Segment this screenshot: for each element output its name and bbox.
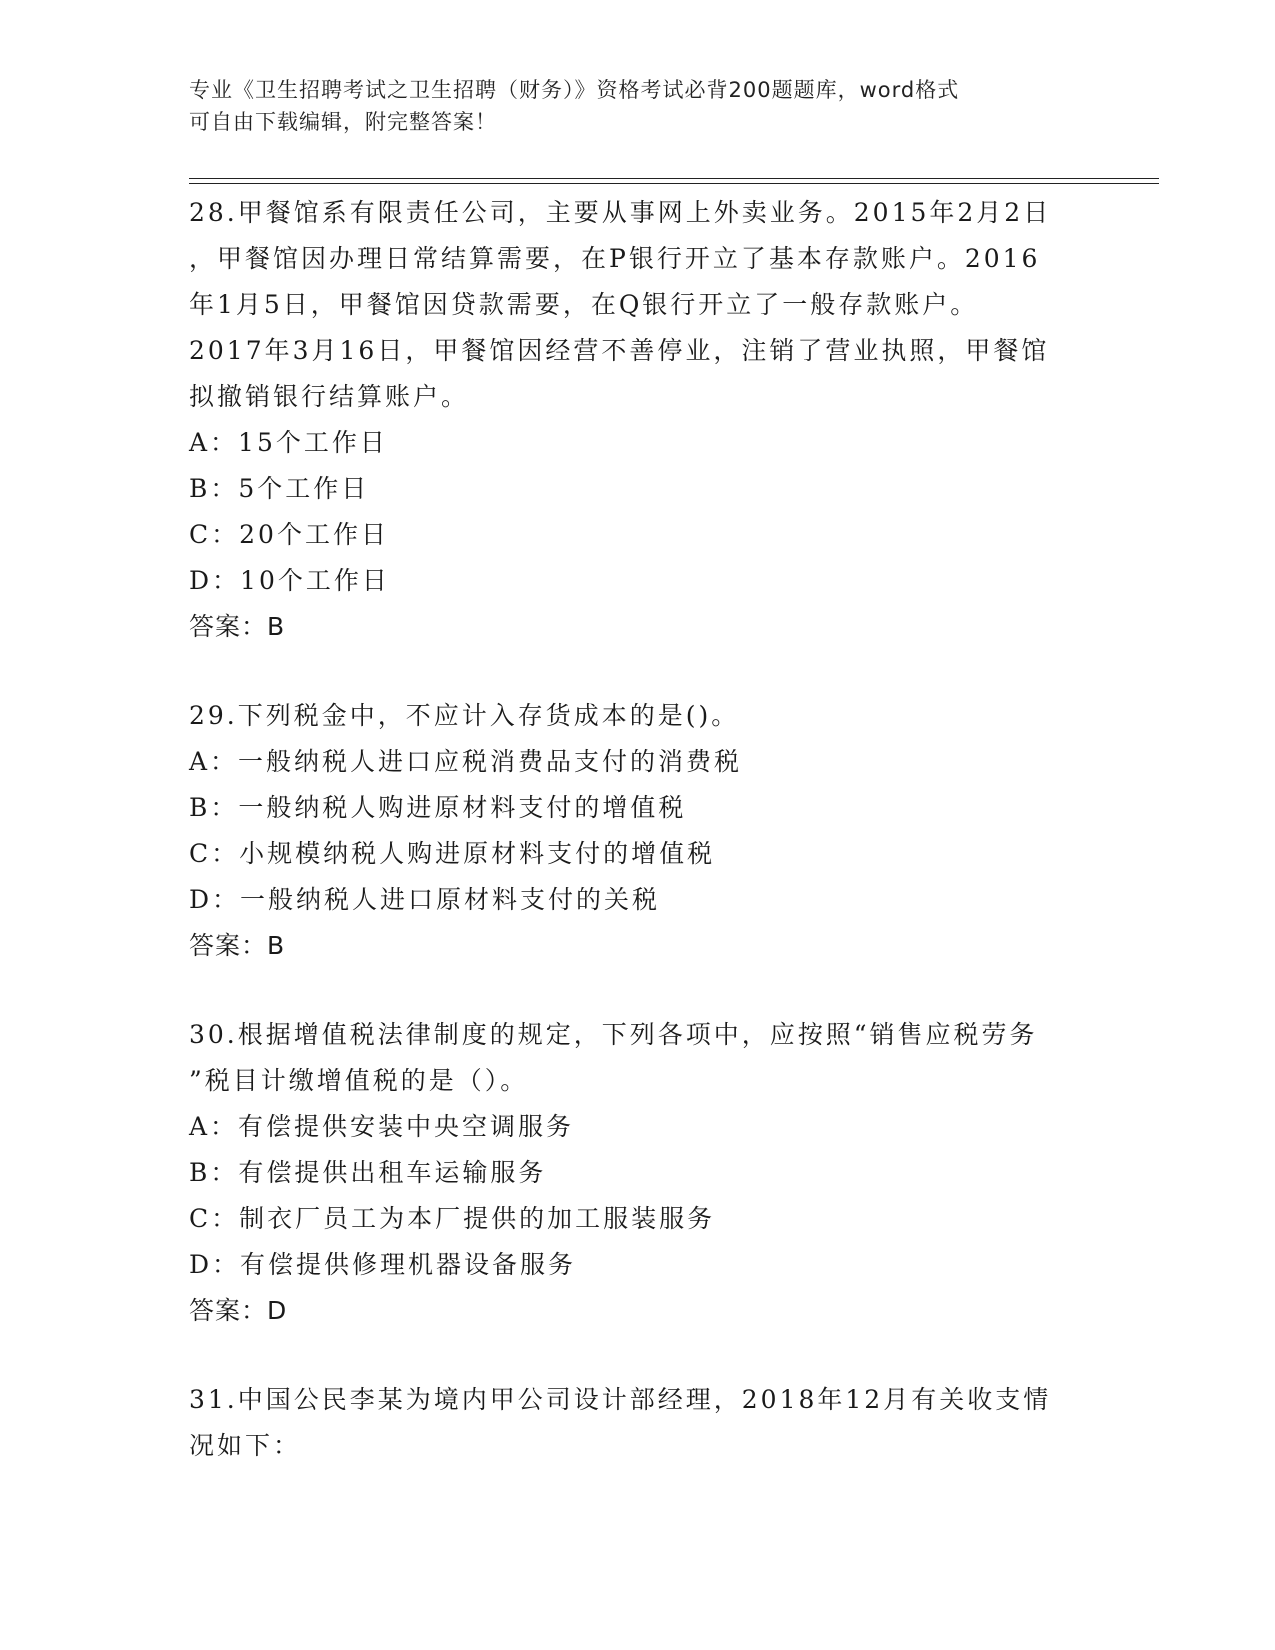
spacer xyxy=(189,1334,1089,1377)
header-line-2: 可自由下载编辑，附完整答案！ xyxy=(189,110,497,134)
spacer xyxy=(189,969,1089,1012)
option-d: D：一般纳税人进口原材料支付的关税 xyxy=(189,885,661,914)
header-divider-bottom xyxy=(189,183,1159,184)
option-a: A：有偿提供安装中央空调服务 xyxy=(189,1112,575,1141)
question-28 xyxy=(189,190,1089,650)
question-text-line: ”税目计缴增值税的是（）。 xyxy=(189,1066,529,1095)
question-text-line: 况如下： xyxy=(189,1431,302,1460)
answer-line: 答案：D xyxy=(189,1296,288,1325)
answer-line: 答案：B xyxy=(189,612,286,641)
question-text-line: 拟撤销银行结算账户。 xyxy=(189,382,470,411)
spacer xyxy=(189,650,1089,693)
question-text-line: 年1月5日，甲餐馆因贷款需要，在Q银行开立了一般存款账户。 xyxy=(189,290,979,319)
option-a: A：15个工作日 xyxy=(189,428,388,457)
question-text-line: 29.下列税金中，不应计入存货成本的是()。 xyxy=(189,701,740,730)
option-d: D：有偿提供修理机器设备服务 xyxy=(189,1250,577,1279)
question-29 xyxy=(189,693,1089,969)
option-d: D：10个工作日 xyxy=(189,566,390,595)
question-text-line: 30.根据增值税法律制度的规定，下列各项中，应按照“销售应税劳务 xyxy=(189,1020,1038,1049)
question-list xyxy=(189,190,1089,1469)
option-b: B：一般纳税人购进原材料支付的增值税 xyxy=(189,793,687,822)
question-31 xyxy=(189,1377,1089,1469)
document-header xyxy=(189,74,1089,138)
header-divider-top xyxy=(189,178,1159,179)
option-b: B：5个工作日 xyxy=(189,474,370,503)
question-30 xyxy=(189,1012,1089,1334)
question-text-line: 28.甲餐馆系有限责任公司，主要从事网上外卖业务。2015年2月2日 xyxy=(189,198,1052,227)
question-text-line: 31.中国公民李某为境内甲公司设计部经理，2018年12月有关收支情 xyxy=(189,1385,1052,1414)
question-text-line: 2017年3月16日，甲餐馆因经营不善停业，注销了营业执照，甲餐馆 xyxy=(189,336,1050,365)
option-a: A：一般纳税人进口应税消费品支付的消费税 xyxy=(189,747,743,776)
question-text-line: ，甲餐馆因办理日常结算需要，在P银行开立了基本存款账户。2016 xyxy=(189,244,1041,273)
option-c: C：小规模纳税人购进原材料支付的增值税 xyxy=(189,839,716,868)
option-c: C：制衣厂员工为本厂提供的加工服装服务 xyxy=(189,1204,716,1233)
header-line-1: 专业《卫生招聘考试之卫生招聘（财务）》资格考试必背200题题库，word格式 xyxy=(189,78,960,102)
answer-line: 答案：B xyxy=(189,931,286,960)
option-c: C：20个工作日 xyxy=(189,520,389,549)
option-b: B：有偿提供出租车运输服务 xyxy=(189,1158,547,1187)
